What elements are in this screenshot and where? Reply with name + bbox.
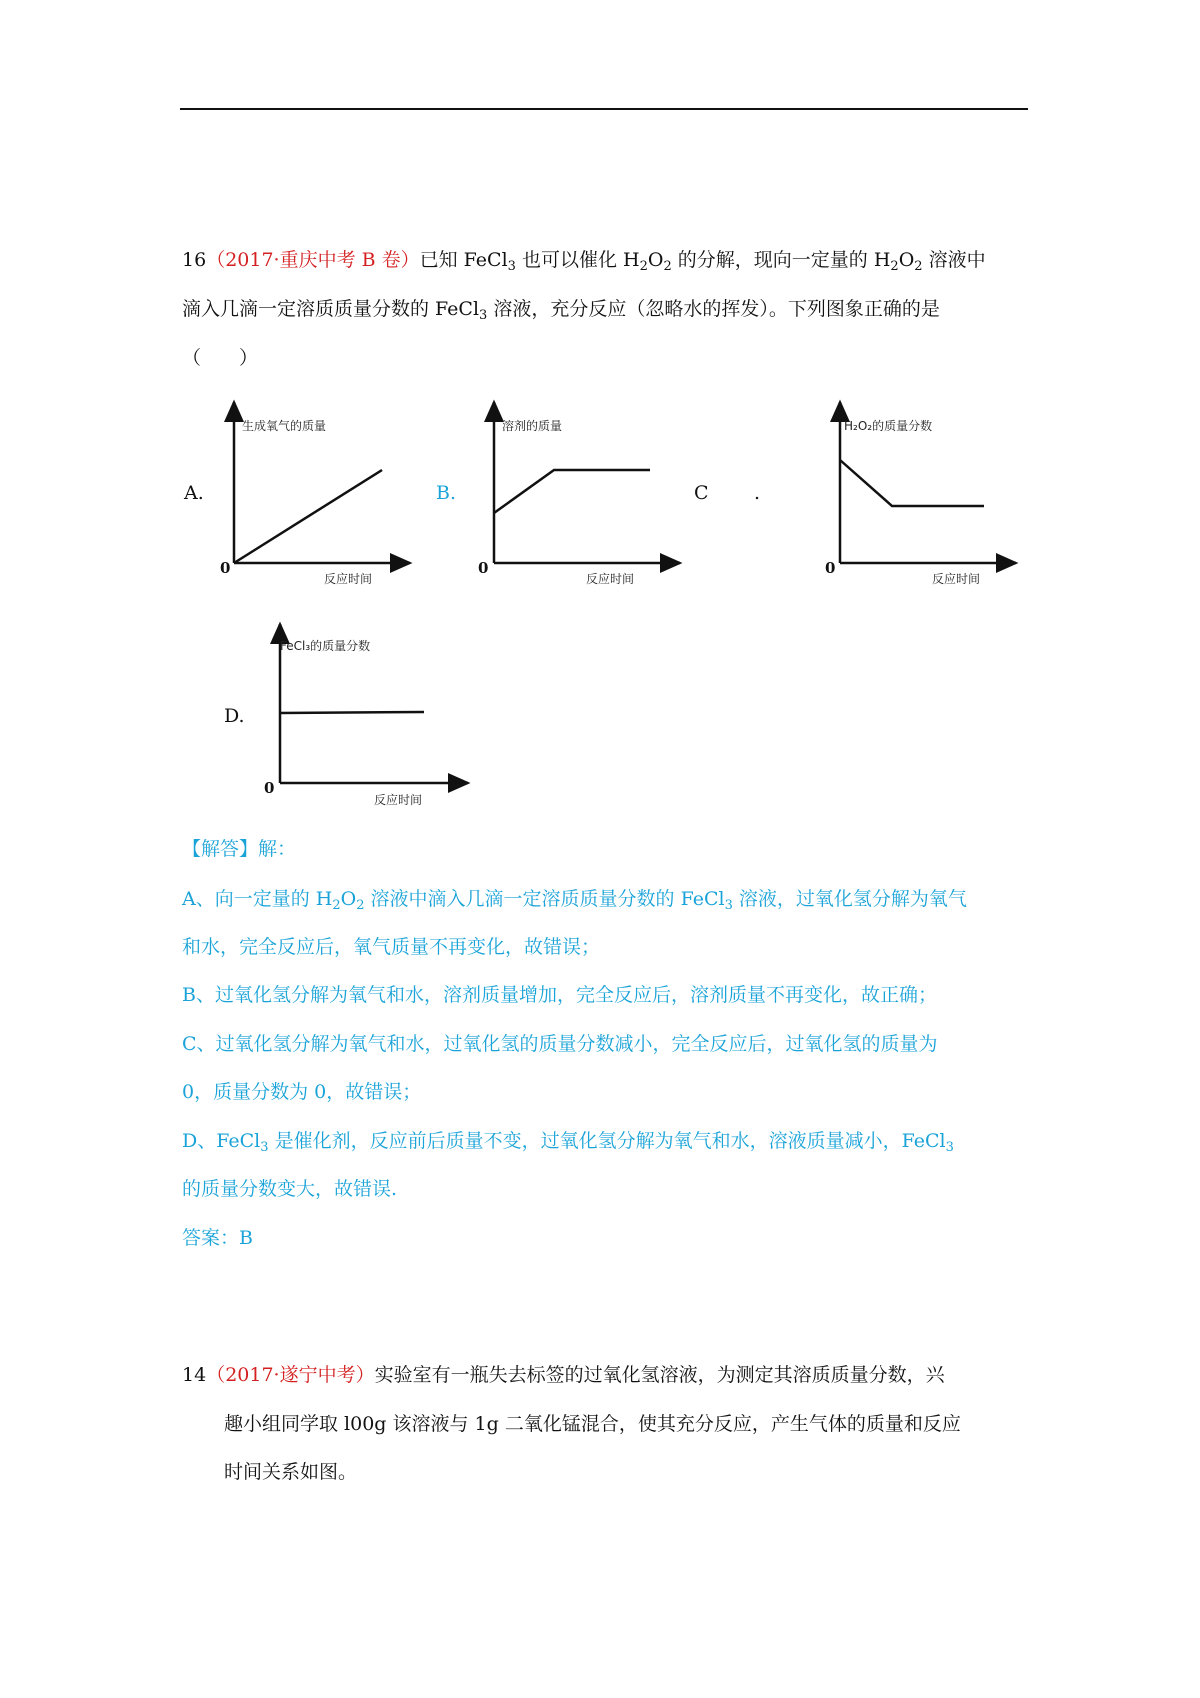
q14-number: 14 [182, 1364, 207, 1386]
graph-b-origin: 0 [478, 559, 489, 577]
graph-d-curve [280, 712, 424, 713]
graph-c-ylabel: H₂O₂的质量分数 [844, 419, 933, 433]
answer-c-line-1: C、过氧化氢分解为氧气和水，过氧化氢的质量分数减小，完全反应后，过氧化氢的质量为 [182, 1033, 938, 1055]
option-c-dot: . [754, 482, 761, 504]
graph-d-xlabel: 反应时间 [374, 793, 423, 807]
q16-number: 16 [182, 249, 207, 271]
q14-line-2: 趣小组同学取 l00g 该溶液与 1g 二氧化锰混合，使其充分反应，产生气体的质量和反应 [224, 1413, 961, 1435]
graph-c [820, 398, 1020, 588]
q14-source: （2017·遂宁中考） [206, 1364, 375, 1386]
header-rule [180, 108, 1028, 110]
graph-d-ylabel: FeCl₃的质量分数 [280, 639, 371, 653]
answer-d-line-1: D、FeCl$_3$ 是催化剂，反应前后质量不变，过氧化氢分解为氧气和水，溶液质量减小，FeCl$_3$ [182, 1130, 954, 1155]
graph-d [262, 620, 472, 810]
q14-line-3: 时间关系如图。 [224, 1461, 358, 1483]
graph-a [214, 398, 414, 588]
q16-line-1: 16（2017·重庆中考 B 卷）已知 FeCl$_3$ 也可以催化 $H_2O_2$ 的分解，现向一定量的 $H_2O_2$ 溶液中 [182, 249, 986, 274]
option-b-label: B. [436, 482, 457, 504]
q14-line-1: 14（2017·遂宁中考）实验室有一瓶失去标签的过氧化氢溶液，为测定其溶质质量分数，兴 [182, 1364, 945, 1386]
graph-b [474, 398, 684, 588]
final-answer: 答案：B [182, 1227, 253, 1249]
graph-b-ylabel: 溶剂的质量 [502, 419, 563, 433]
answer-b-line: B、过氧化氢分解为氧气和水，溶剂质量增加，完全反应后，溶剂质量不再变化，故正确； [182, 984, 937, 1006]
answer-a-line-1: A、向一定量的 $H_2O_2$ 溶液中滴入几滴一定溶质质量分数的 FeCl$_3$ 溶液，过氧化氢分解为氧气 [182, 888, 967, 913]
answer-c-line-2: 0，质量分数为 0，故错误； [182, 1081, 422, 1103]
answer-d-line-2: 的质量分数变大，故错误. [182, 1178, 398, 1200]
graph-d-origin: 0 [264, 779, 275, 797]
q16-line-2: 滴入几滴一定溶质质量分数的 FeCl$_3$ 溶液，充分反应（忽略水的挥发）。下列图象正确的是 [182, 298, 940, 323]
graph-b-curve [494, 470, 650, 513]
option-c-label: C [694, 482, 709, 504]
graph-c-origin: 0 [825, 559, 836, 577]
graph-a-ylabel: 生成氧气的质量 [242, 419, 327, 433]
answer-a-line-2: 和水，完全反应后，氧气质量不再变化，故错误； [182, 936, 601, 958]
graph-b-xlabel: 反应时间 [586, 572, 635, 586]
graph-a-curve [234, 470, 382, 563]
q16-source: （2017·重庆中考 B 卷） [206, 249, 420, 271]
q16-answer-blank: （ ） [182, 347, 259, 369]
option-a-label: A. [184, 482, 204, 504]
graph-c-curve [840, 460, 984, 506]
graph-c-xlabel: 反应时间 [932, 572, 981, 586]
option-d-label: D. [224, 705, 245, 727]
graph-a-origin: 0 [220, 559, 231, 577]
graph-a-xlabel: 反应时间 [324, 572, 373, 586]
answer-heading: 【解答】解： [182, 838, 297, 860]
